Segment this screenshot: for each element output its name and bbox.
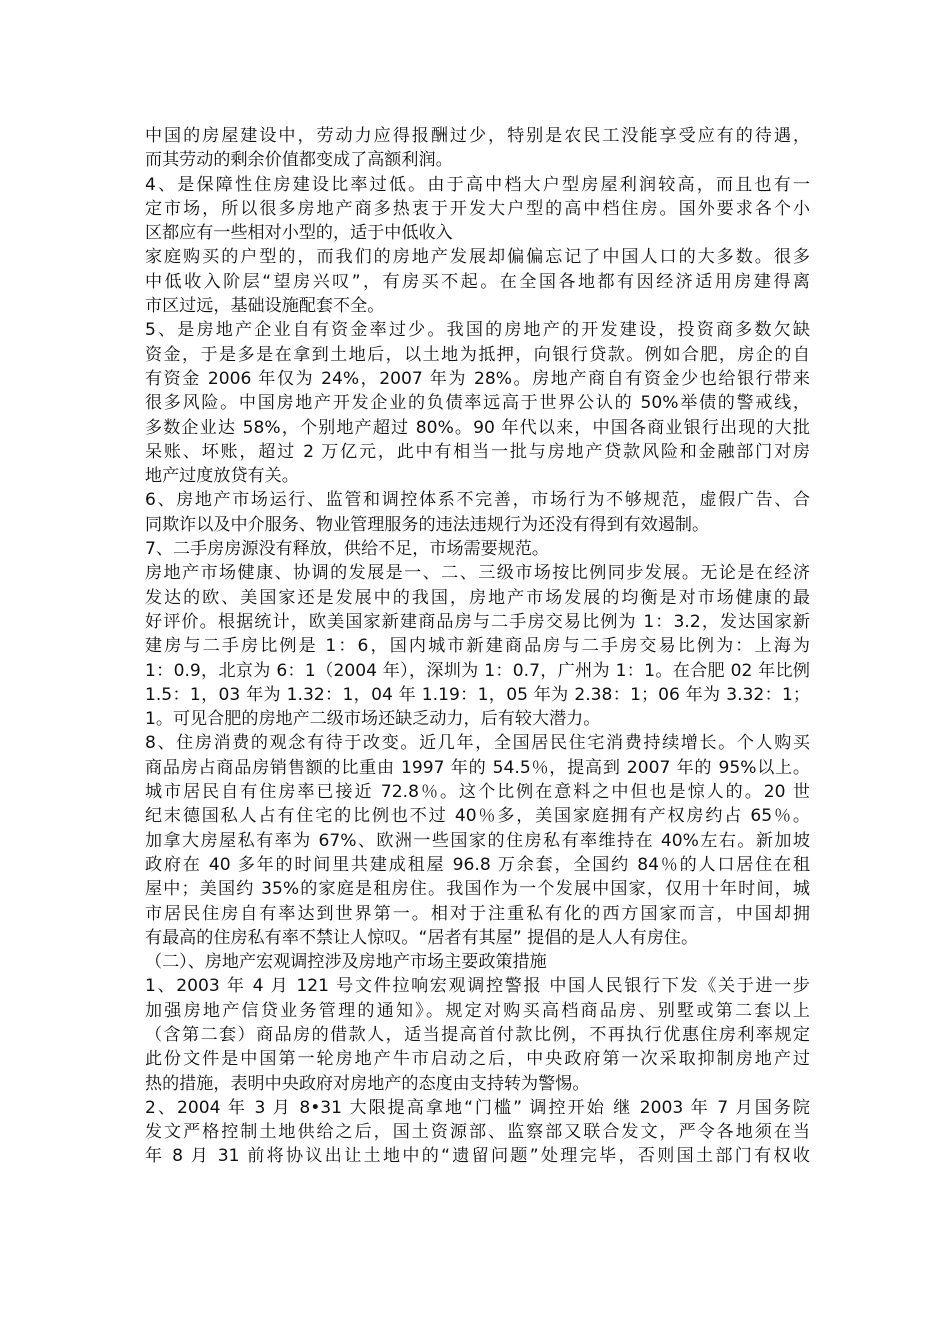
text-line: 区都应有一些相对小型的，适于中低收入 [145,223,453,244]
text-line: 好评价。根据统计，欧美国家新建商品房与二手房交易比例为 1：3.2，发达国家新 [145,611,810,632]
text-line: 而其劳动的剩余价值都变成了高额利润。 [145,150,453,171]
text-line: 加拿大房屋私有率为 67%、欧洲一些国家的住房私有率维持在 40%左右。新加坡 [145,830,810,851]
text-line: 中国的房屋建设中，劳动力应得报酬过少，特别是农民工没能享受应有的待遇， [145,126,810,146]
text-line: 建房与二手房比例是 1：6，国内城市新建商品房与二手房交易比例为：上海为 [145,636,810,657]
text-line: 城市居民自有住房率已接近 72.8％。这个比例在意料之中但也是惊人的。20 世 [145,782,810,803]
text-line: （含第二套）商品房的借款人，适当提高首付款比例，不再执行优惠住房利率规定 [145,1024,810,1045]
text-line: 1。可见合肥的房地产二级市场还缺乏动力，后有较大潜力。 [145,709,601,730]
text-line: 7、二手房房源没有释放，供给不足，市场需要规范。 [145,539,550,560]
text-line: 中低收入阶层“望房兴叹”，有房买不起。在全国各地都有因经济适用房建得离 [145,271,810,292]
text-line: 地产过度放贷有关。 [145,466,299,487]
text-line: 商品房占商品房销售额的比重由 1997 年的 54.5％，提高到 2007 年的 95%以上。 [145,757,810,778]
text-line: 发文严格控制土地供给之后，国土资源部、监察部又联合发文，严令各地须在当 [145,1122,810,1143]
text-line: 多数企业达 58%，个别地产超过 80%。90 年代以来，中国各商业银行出现的大批 [145,417,810,438]
text-line: 资金，于是多是在拿到土地后，以土地为抵押，向银行贷款。例如合肥，房企的自 [145,344,810,365]
text-line: 4、是保障性住房建设比率过低。由于高中档大户型房屋利润较高，而且也有一 [145,174,810,195]
text-line: 热的措施，表明中央政府对房地产的态度由支持转为警惕。 [145,1073,590,1094]
text-line: 很多风险。中国房地产开发企业的负债率远高于世界公认的 50%举债的警戒线， [145,393,810,414]
text-line: （二）、房地产宏观调控涉及房地产市场主要政策措施 [145,952,547,973]
text-line: 发达的欧、美国家还是发展中的我国，房地产市场发展的均衡是对市场健康的最 [145,587,810,608]
text-line: 1.5：1，03 年为 1.32：1，04 年 1.19：1，05 年为 2.38：1；06 年为 3.32：1； [145,684,810,705]
text-line: 市区过远，基础设施配套不全。 [145,296,385,317]
text-line: 屋中；美国约 35%的家庭是租房住。我国作为一个发展中国家，仅用十年时间，城 [145,879,810,900]
text-line: 有资金 2006 年仅为 24%，2007 年为 28%。房地产商自有资金少也给银行带来 [145,368,810,389]
text-line: 市居民住房自有率达到世界第一。相对于注重私有化的西方国家而言，中国却拥 [145,903,810,924]
text-line: 此份文件是中国第一轮房地产牛市启动之后，中央政府第一次采取抑制房地产过 [145,1049,810,1070]
document-body [145,124,810,1169]
text-line: 年 8 月 31 前将协议出让土地中的“遗留问题”处理完毕，否则国土部门有权收 [145,1146,810,1167]
text-line: 定市场，所以很多房地产商多热衷于开发大户型的高中档住房。国外要求各个小 [145,198,810,219]
text-line: 有最高的住房私有率不禁让人惊叹。“居者有其屋” 提倡的是人人有房住。 [145,927,699,948]
text-line: 房地产市场健康、协调的发展是一、二、三级市场按比例同步发展。无论是在经济 [145,563,810,584]
text-line: 政府在 40 多年的时间里共建成租屋 96.8 万余套，全国约 84％的人口居住在租 [145,854,810,875]
text-line: 2、2004 年 3 月 8•31 大限提高拿地“门槛” 调控开始 继 2003 年 7 月国务院 [145,1097,810,1118]
text-line: 家庭购买的户型的，而我们的房地产发展却偏偏忘记了中国人口的大多数。很多 [145,247,810,268]
text-line: 同欺诈以及中介服务、物业管理服务的违法违规行为还没有得到有效遏制。 [145,514,710,535]
text-line: 8、住房消费的观念有待于改变。近几年，全国居民住宅消费持续增长。个人购买 [145,733,810,754]
text-line: 1：0.9，北京为 6：1（2004 年），深圳为 1：0.7，广州为 1：1。在合肥 02 年比例 [145,660,810,681]
text-line: 呆账、坏账，超过 2 万亿元，此中有相当一批与房地产贷款风险和金融部门对房 [145,441,810,462]
text-line: 5、是房地产企业自有资金率过少。我国的房地产的开发建设，投资商多数欠缺 [145,320,810,341]
text-line: 纪末德国私人占有住宅的比例也不过 40％多，美国家庭拥有产权房约占 65％。 [145,806,810,827]
text-line: 加强房地产信贷业务管理的通知》。规定对购买高档商品房、别墅或第二套以上 [145,1000,810,1021]
text-line: 6、房地产市场运行、监管和调控体系不完善，市场行为不够规范，虚假广告、合 [145,490,810,511]
text-line: 1、2003 年 4 月 121 号文件拉响宏观调控警报 中国人民银行下发《关于进一步 [145,976,810,997]
